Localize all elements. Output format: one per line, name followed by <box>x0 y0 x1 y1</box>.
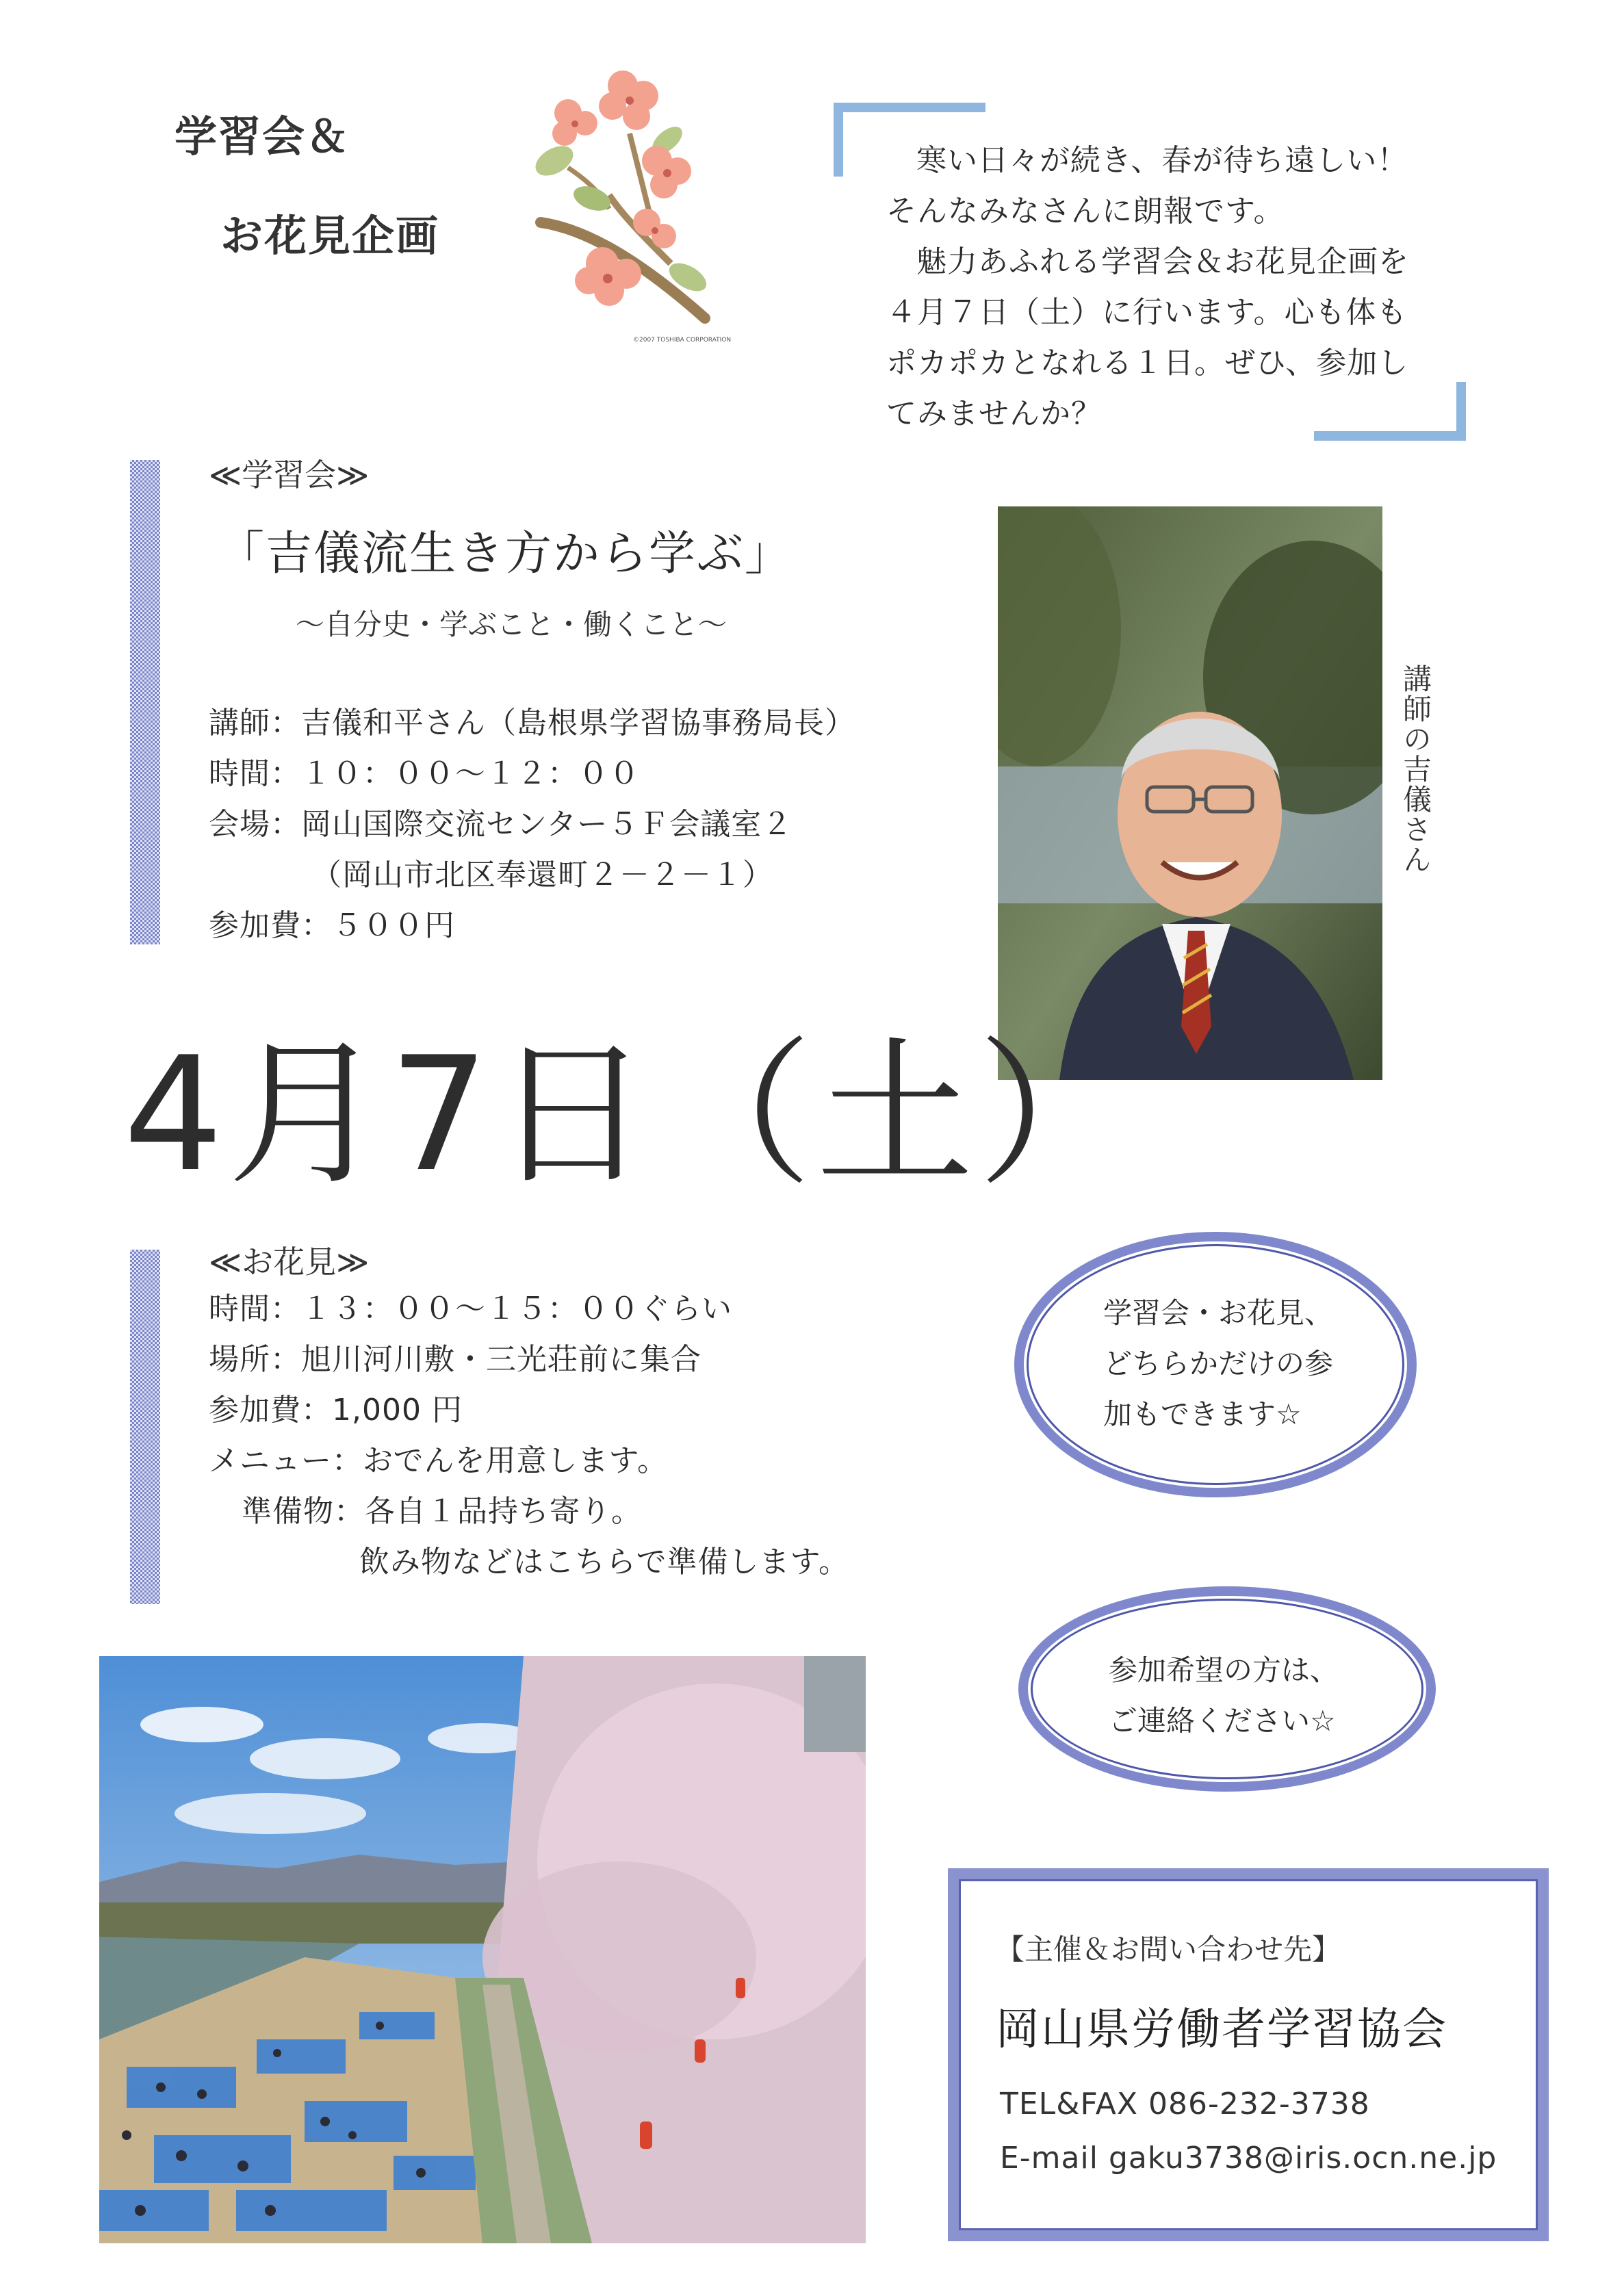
study-sidebar <box>130 460 160 944</box>
bubble-text <box>1103 1288 1333 1440</box>
intro-line: 魅力あふれる学習会＆お花見企画を <box>916 244 1409 279</box>
contact-email: E-mail gaku3738@iris.ocn.ne.jp <box>1000 2141 1497 2176</box>
photo-caption: 講師の吉儀さん <box>1399 664 1432 875</box>
bracket-top-horizontal <box>834 103 985 112</box>
detail-line: 講師：吉儀和平さん（島根県学習協事務局長） <box>209 706 855 740</box>
study-details <box>209 698 855 951</box>
bubble-line: どちらかだけの参 <box>1103 1347 1334 1380</box>
riverbank-photo <box>99 1656 866 2243</box>
intro-line: ポカポカとなれる１日。ぜひ、参加し <box>886 346 1409 380</box>
title-line-2: お花見企画 <box>220 211 440 261</box>
intro-line: そんなみなさんに朗報です。 <box>886 194 1285 229</box>
bubble-line: 学習会・お花見、 <box>1103 1296 1334 1330</box>
bubble-line: 加もできます☆ <box>1103 1397 1302 1431</box>
bracket-top-vertical <box>834 103 843 177</box>
contact-tel: TEL&FAX 086-232-3738 <box>1000 2087 1370 2121</box>
contact-box <box>948 1868 1549 2241</box>
contact-organization: 岡山県労働者学習協会 <box>996 2004 1447 2055</box>
bracket-bottom-vertical <box>1456 382 1466 441</box>
detail-line: 会場：岡山国際交流センター５Ｆ会議室２ <box>209 807 793 842</box>
lecture-subtitle: ～自分史・学ぶこと・働くこと～ <box>296 608 727 641</box>
study-heading: ≪学習会≫ <box>209 456 370 493</box>
intro-line: てみませんか？ <box>886 396 1102 431</box>
intro-line: ４月７日（土）に行います。心も体も <box>886 295 1408 330</box>
hanami-sidebar <box>130 1250 160 1604</box>
hanami-details <box>209 1284 849 1588</box>
hanami-heading: ≪お花見≫ <box>209 1243 370 1280</box>
detail-line: 時間：１０：００～１２：００ <box>209 756 640 791</box>
illustration-credit: ©2007 TOSHIBA CORPORATION <box>633 337 732 344</box>
info-bubble-contact <box>1018 1586 1436 1792</box>
bubble-text <box>1109 1645 1339 1746</box>
detail-line: 時間：１３：００～１５：００ぐらい <box>209 1291 732 1326</box>
detail-line: （岡山市北区奉還町２－２－１） <box>311 857 773 892</box>
detail-line: 飲み物などはこちらで準備します。 <box>359 1545 850 1579</box>
detail-line: メニュー：おでんを用意します。 <box>209 1443 669 1478</box>
detail-line: 場所：旭川河川敷・三光荘前に集合 <box>209 1342 701 1377</box>
contact-label: 【主催＆お問い合わせ先】 <box>996 1933 1341 1966</box>
detail-line: 参加費：1,000 円 <box>209 1393 463 1428</box>
lecturer-photo <box>998 506 1382 1080</box>
detail-line: 参加費：５００円 <box>209 908 455 943</box>
title-line-1: 学習会＆ <box>175 112 350 162</box>
bubble-line: ご連絡ください☆ <box>1109 1704 1336 1738</box>
cherry-blossom-illustration <box>527 58 753 346</box>
bubble-line: 参加希望の方は、 <box>1109 1653 1339 1687</box>
info-bubble-partial <box>1014 1232 1417 1497</box>
intro-line: 寒い日々が続き、春が待ち遠しい！ <box>916 143 1408 178</box>
lecture-title: 「吉儀流生き方から学ぶ」 <box>218 527 793 581</box>
event-date: 4月7日（土） <box>123 1024 1139 1207</box>
intro-text <box>886 136 1409 439</box>
detail-line: 準備物：各自１品持ち寄り。 <box>242 1494 642 1529</box>
